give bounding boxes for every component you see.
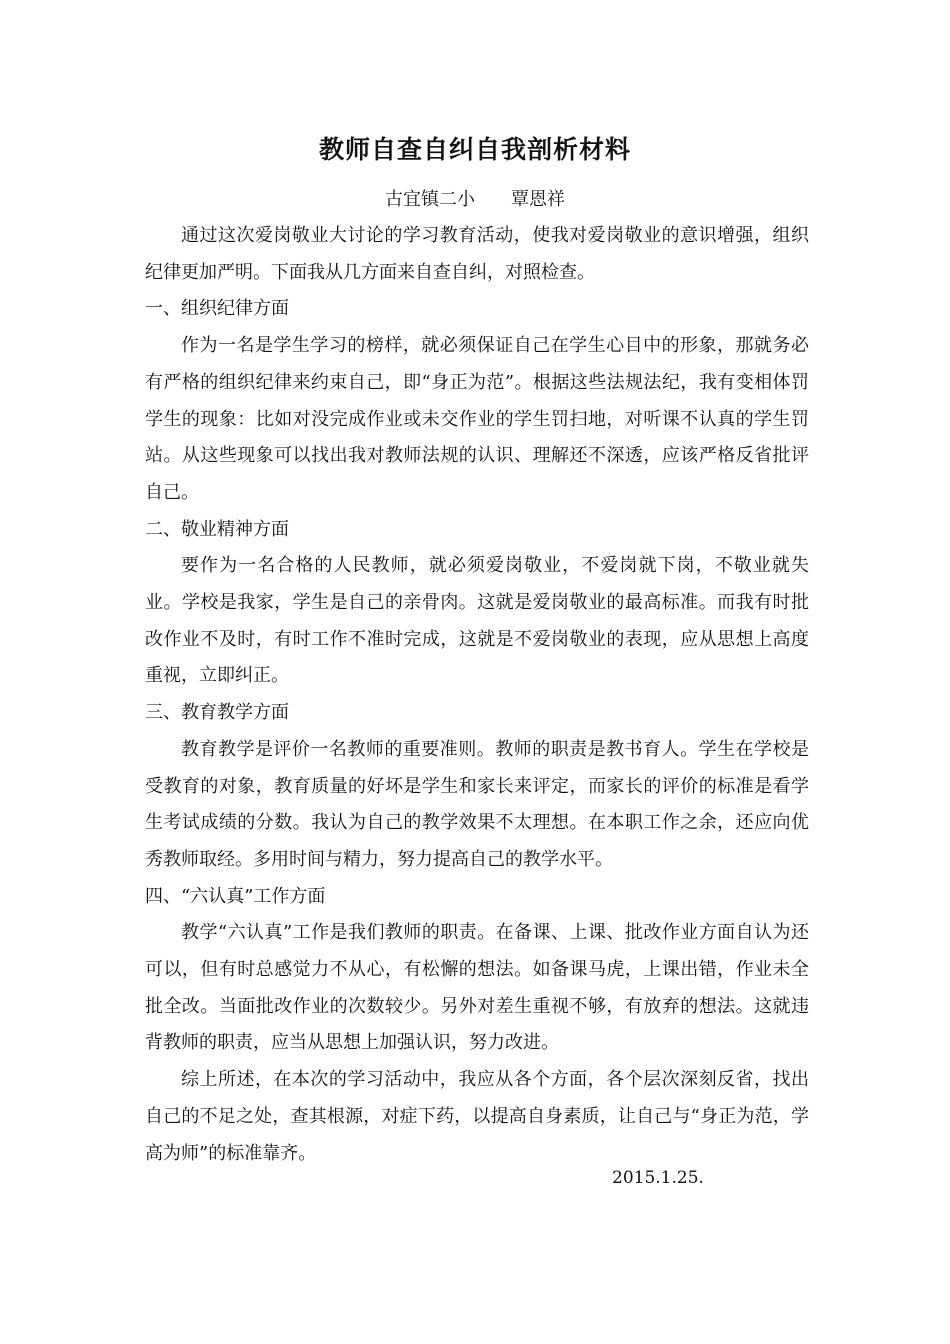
author-school: 古宜镇二小 (385, 189, 475, 210)
document-date: 2015.1.25. (612, 1168, 704, 1188)
conclusion-paragraph: 综上所述，在本次的学习活动中，我应从各个方面，各个层次深刻反省，找出自己的不足之处，查其根源，对症下药，以提高自身素质，让自己与“身正为范，学高为师”的标准靠齐。 (145, 1069, 809, 1164)
author-line (0, 182, 950, 218)
author-name: 覃恩祥 (511, 189, 565, 210)
section-text-discipline: 作为一名是学生学习的榜样，就必须保证自己在学生心目中的形象，那就务必有严格的组织纪律来约束自己，即“身正为范”。根据这些法规法纪，我有变相体罚学生的现象：比如对没完成作业或未交作业的学生罚扫地，对听课不认真的学生罚站。从这些现象可以找出我对教师法规的认识、理解还不深透，应该严格反省批评自己。 (145, 335, 809, 503)
intro-paragraph: 通过这次爱岗敬业大讨论的学习教育活动，使我对爱岗敬业的意识增强，组织纪律更加严明。下面我从几方面来自查自纠，对照检查。 (145, 225, 809, 283)
section-text-teaching: 教育教学是评价一名教师的重要准则。教师的职责是教书育人。学生在学校是受教育的对象，教育质量的好坏是学生和家长来评定，而家长的评价的标准是看学生考试成绩的分数。我认为自己的教学效果不太理想。在本职工作之余，还应向优秀教师取经。多用时间与精力，努力提高自己的教学水平。 (145, 738, 809, 870)
section-heading-dedication: 二、敬业精神方面 (145, 518, 289, 540)
section-text-six-diligence: 教学“六认真”工作是我们教师的职责。在备课、上课、批改作业方面自认为还可以，但有时总感觉力不从心，有松懈的想法。如备课马虎，上课出错，作业未全批全改。当面批改作业的次数较少。另外对差生重视不够，有放弃的想法。这就违背教师的职责，应当从思想上加强认识，努力改进。 (145, 922, 809, 1054)
section-text-dedication: 要作为一名合格的人民教师，就必须爱岗敬业，不爱岗就下岗，不敬业就失业。学校是我家，学生是自己的亲骨肉。这就是爱岗敬业的最高标准。而我有时批改作业不及时，有时工作不准时完成，这就是不爱岗敬业的表现，应从思想上高度重视，立即纠正。 (145, 555, 809, 687)
document-title: 教师自查自纠自我剖析材料 (318, 135, 631, 164)
document-body (145, 218, 809, 1172)
section-heading-teaching: 三、教育教学方面 (145, 702, 289, 724)
section-heading-six-diligence: 四、“六认真”工作方面 (145, 885, 326, 907)
section-heading-discipline: 一、组织纪律方面 (145, 298, 289, 320)
